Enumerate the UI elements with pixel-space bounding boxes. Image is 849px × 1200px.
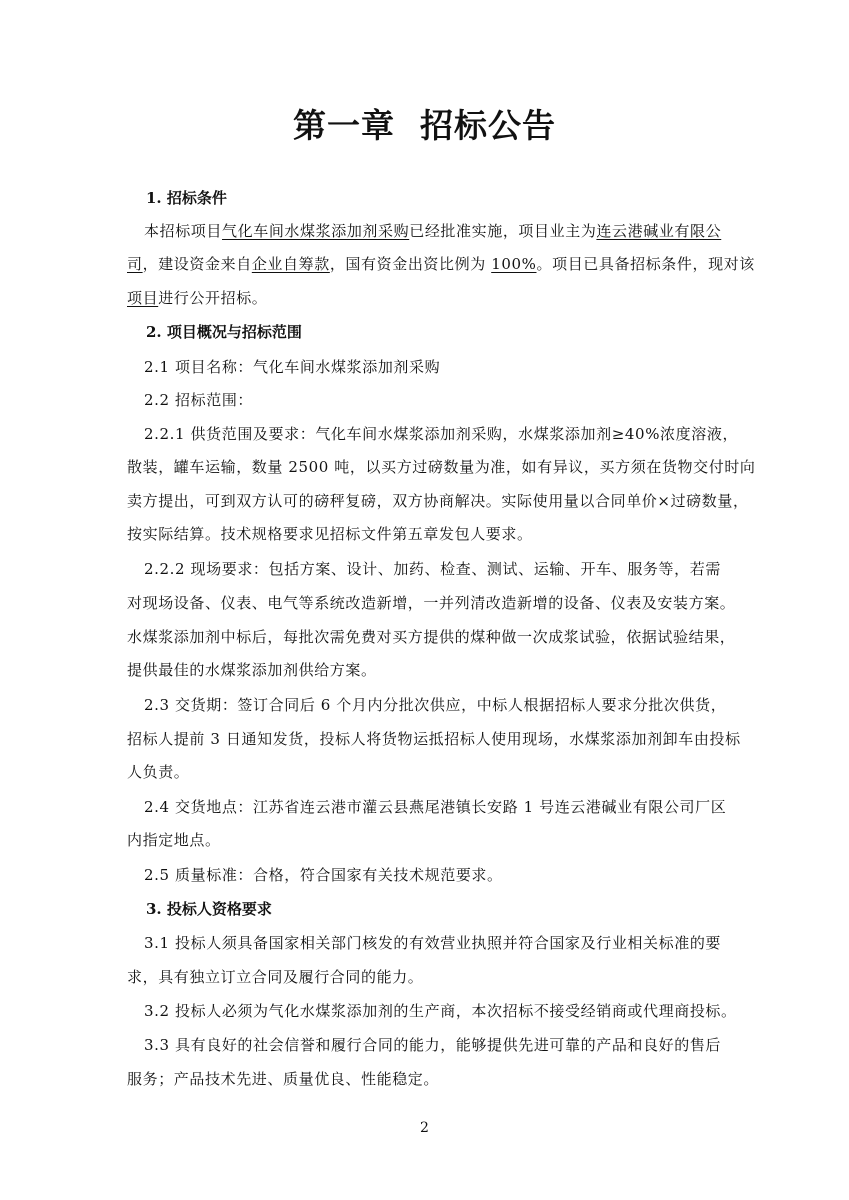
paragraph-2-4-line-2: 内指定地点。 bbox=[127, 831, 221, 849]
paragraph-2-2-1-line-4: 按实际结算。技术规格要求见招标文件第五章发包人要求。 bbox=[127, 525, 533, 543]
paragraph-3-2: 3.2 投标人必须为气化水煤浆添加剂的生产商，本次招标不接受经销商或代理商投标。 bbox=[144, 1002, 737, 1020]
section-1-line-2 bbox=[127, 253, 755, 274]
paragraph-2-3-line-2: 招标人提前 3 日通知发货，投标人将货物运抵招标人使用现场，水煤浆添加剂卸车由投标 bbox=[127, 730, 741, 748]
paragraph-3-3-line-2: 服务；产品技术先进、质量优良、性能稳定。 bbox=[127, 1070, 440, 1088]
text: 本招标项目 bbox=[144, 222, 223, 240]
section-2-heading: 2. 项目概况与招标范围 bbox=[146, 323, 302, 341]
text: 已经批准实施，项目业主为 bbox=[409, 222, 597, 240]
paragraph-2-2: 2.2 招标范围： bbox=[144, 391, 254, 409]
project-underlined: 项目 bbox=[127, 289, 159, 307]
paragraph-2-2-1-line-2: 散装，罐车运输，数量 2500 吨，以买方过磅数量为准，如有异议，买方须在货物交付时向 bbox=[127, 458, 756, 476]
funding-ratio-underlined: 100% bbox=[491, 255, 537, 273]
owner-name-underlined-cont: 司 bbox=[127, 255, 143, 273]
project-name-underlined: 气化车间水煤浆添加剂采购 bbox=[222, 222, 410, 240]
chapter-title: 第一章 招标公告 bbox=[293, 106, 556, 145]
text: 。项目已具备招标条件，现对该 bbox=[536, 255, 755, 273]
funding-source-underlined: 企业自筹款 bbox=[251, 255, 330, 273]
paragraph-2-2-1-line-3: 卖方提出，可到双方认可的磅秤复磅，双方协商解决。实际使用量以合同单价×过磅数量， bbox=[127, 492, 749, 510]
paragraph-2-3-line-1: 2.3 交货期：签订合同后 6 个月内分批次供应，中标人根据招标人要求分批次供货， bbox=[144, 696, 727, 714]
paragraph-3-1-line-2: 求，具有独立订立合同及履行合同的能力。 bbox=[127, 968, 424, 986]
text: ，建设资金来自 bbox=[142, 255, 252, 273]
paragraph-3-1-line-1: 3.1 投标人须具备国家相关部门核发的有效营业执照并符合国家及行业相关标准的要 bbox=[144, 934, 722, 952]
section-1-line-1 bbox=[144, 220, 721, 241]
page-number: 2 bbox=[420, 1120, 429, 1136]
text: 进行公开招标。 bbox=[158, 289, 268, 307]
text: ，国有资金出资比例为 bbox=[329, 255, 492, 273]
paragraph-2-2-2-line-4: 提供最佳的水煤浆添加剂供给方案。 bbox=[127, 661, 377, 679]
paragraph-2-2-2-line-3: 水煤浆添加剂中标后，每批次需免费对买方提供的煤种做一次成浆试验，依据试验结果， bbox=[127, 628, 736, 646]
paragraph-2-2-1-line-1: 2.2.1 供货范围及要求：气化车间水煤浆添加剂采购，水煤浆添加剂≥40%浓度溶液， bbox=[144, 425, 739, 443]
section-1-heading: 1. 招标条件 bbox=[146, 189, 227, 207]
section-1-line-3 bbox=[127, 287, 267, 308]
owner-name-underlined: 连云港碱业有限公 bbox=[596, 222, 722, 240]
section-3-heading: 3. 投标人资格要求 bbox=[146, 900, 272, 918]
paragraph-3-3-line-1: 3.3 具有良好的社会信誉和履行合同的能力，能够提供先进可靠的产品和良好的售后 bbox=[144, 1036, 722, 1054]
paragraph-2-3-line-3: 人负责。 bbox=[127, 763, 190, 781]
paragraph-2-1: 2.1 项目名称：气化车间水煤浆添加剂采购 bbox=[144, 358, 441, 376]
paragraph-2-2-2-line-1: 2.2.2 现场要求：包括方案、设计、加药、检查、测试、运输、开车、服务等，若需 bbox=[144, 560, 721, 578]
paragraph-2-5: 2.5 质量标准：合格，符合国家有关技术规范要求。 bbox=[144, 866, 503, 884]
paragraph-2-4-line-1: 2.4 交货地点：江苏省连云港市灌云县燕尾港镇长安路 1 号连云港碱业有限公司厂区 bbox=[144, 798, 727, 816]
paragraph-2-2-2-line-2: 对现场设备、仪表、电气等系统改造新增，一并列清改造新增的设备、仪表及安装方案。 bbox=[127, 594, 736, 612]
